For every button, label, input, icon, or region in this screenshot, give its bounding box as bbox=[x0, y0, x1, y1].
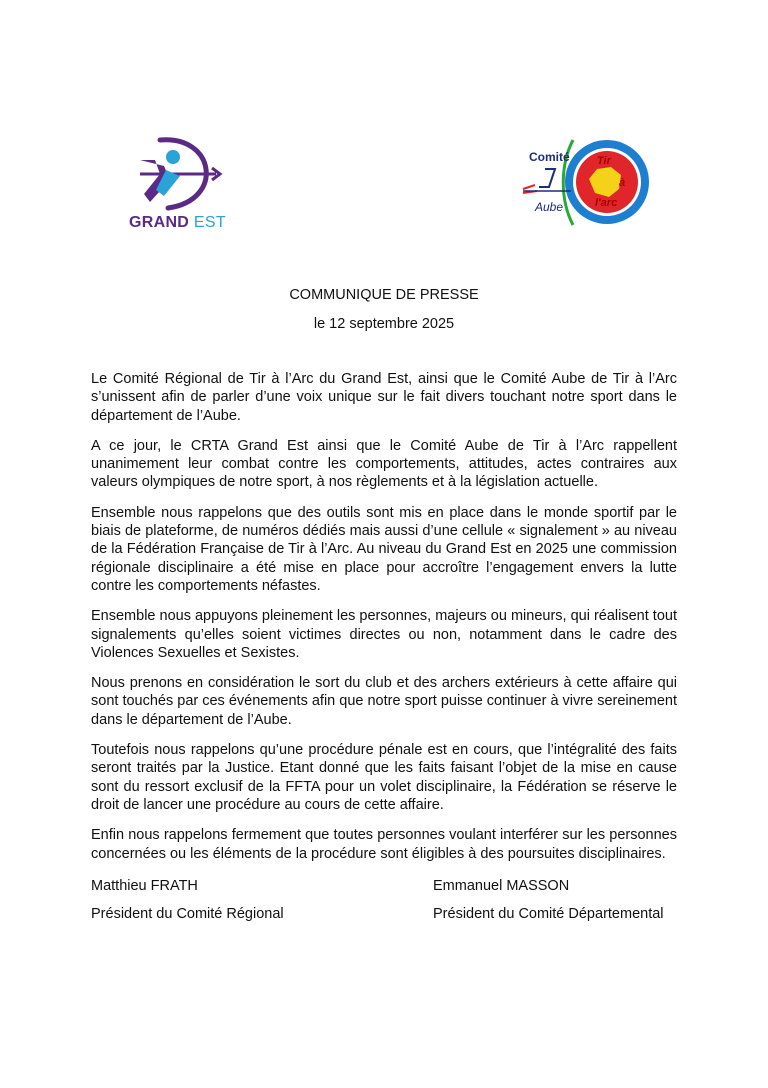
archer-icon bbox=[120, 130, 240, 220]
logo-ring-word-arc: l'arc bbox=[595, 197, 618, 209]
signatory-right-role: Président du Comité Départemental bbox=[433, 906, 664, 922]
document-body bbox=[91, 370, 677, 875]
logo-text-comite: Comité bbox=[529, 150, 570, 164]
comite-aube-logo bbox=[515, 135, 655, 230]
paragraph-2: A ce jour, le CRTA Grand Est ainsi que le Comité Aube de Tir à l’Arc rappellent unanimement leur combat contre les comportements, attitudes, actes contraires aux valeurs olympiques de notre sport, à nos règlements et à la législation actuelle. bbox=[91, 437, 677, 491]
logo-word-grand: GRAND bbox=[129, 214, 190, 231]
logo-ring-word-a: à bbox=[619, 177, 626, 189]
paragraph-4: Ensemble nous appuyons pleinement les personnes, majeurs ou mineurs, qui réalisent tout signalements qu’elles soient victimes directes ou non, notamment dans le cadre des Violences Sexuelles et Sexistes. bbox=[91, 608, 677, 661]
logo-word-est: EST bbox=[193, 214, 226, 231]
paragraph-1: Le Comité Régional de Tir à l’Arc du Grand Est, ainsi que le Comité Aube de Tir à l’Arc s’unissent afin de parler d’une voix unique sur le fait divers touchant notre sport dans le département de l’Aube. bbox=[91, 371, 677, 424]
paragraph-5: Nous prenons en considération le sort du club et des archers extérieurs à cette affaire qui sont touchés par ces événements afin que notre sport puisse continuer à vivre sereinement dans le département de l’Aube. bbox=[91, 675, 677, 728]
paragraph-6: Toutefois nous rappelons qu’une procédure pénale est en cours, que l’intégralité des faits seront traités par la Justice. Etant donné que les faits faisant l’objet de la mise en cause sont du ressort exclusif de la FFTA pour un volet disciplinaire, la Fédération se réserve le droit de lancer une procédure au cours de cette affaire. bbox=[91, 742, 677, 813]
signatory-left-role: Président du Comité Régional bbox=[91, 906, 284, 922]
paragraph-3: Ensemble nous rappelons que des outils sont mis en place dans le monde sportif par le biais de plateforme, de numéros dédiés mais aussi d’une cellule « signalement » au niveau de la Fédération Française de Tir à l’Arc. Au niveau du Grand Est en 2025 une commission régionale disciplinaire a été mise en place pour accroître l’engagement envers la lutte contre les comportements néfastes. bbox=[91, 504, 677, 594]
logo-text-aube: Aube bbox=[535, 200, 564, 214]
document-date: le 12 septembre 2025 bbox=[313, 316, 455, 332]
grand-est-wordmark bbox=[129, 214, 226, 232]
logo-ring-word-tir: Tir bbox=[597, 155, 611, 167]
grand-est-logo bbox=[120, 130, 240, 235]
signatory-left-name: Matthieu FRATH bbox=[91, 878, 198, 894]
paragraph-7: Enfin nous rappelons fermement que toutes personnes voulant interférer sur les personnes concernées ou les éléments de la procédure sont éligibles à des poursuites disciplinaires. bbox=[91, 827, 677, 862]
document-title: COMMUNIQUE DE PRESSE bbox=[289, 287, 479, 303]
signatory-right-name: Emmanuel MASSON bbox=[433, 878, 570, 894]
